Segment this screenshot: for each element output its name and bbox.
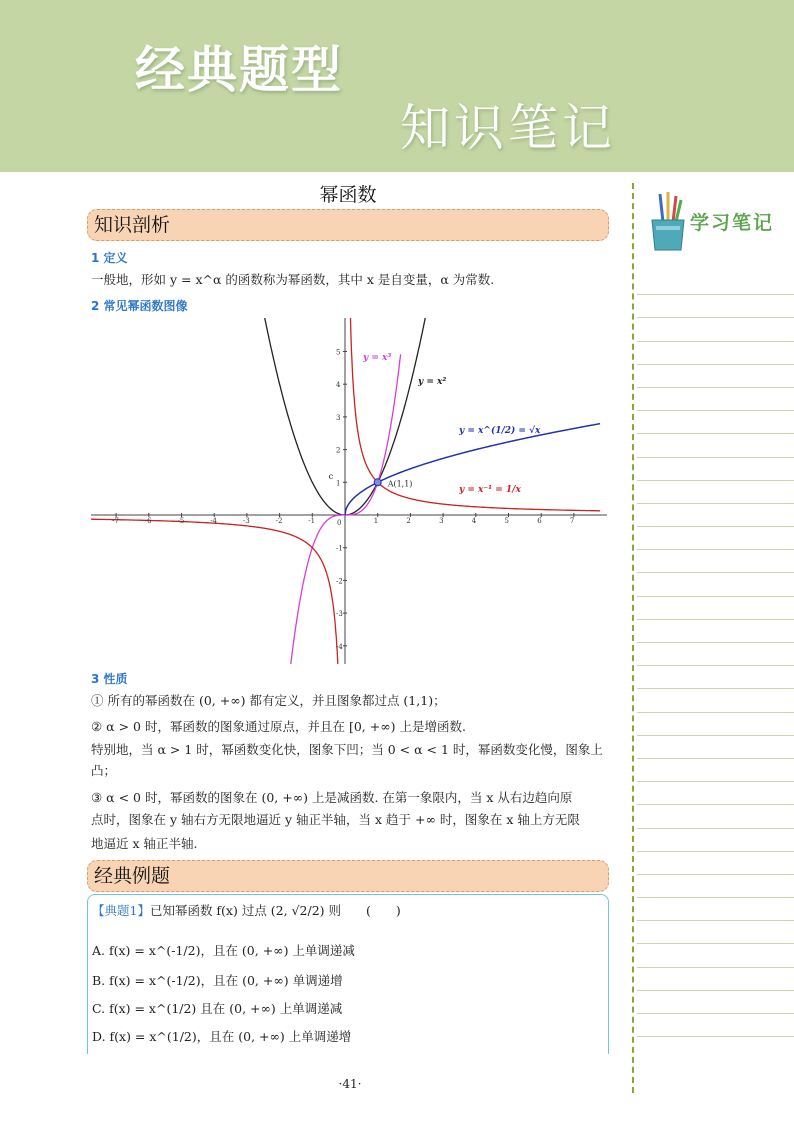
subheading-definition: 1 定义 xyxy=(91,251,128,265)
y-tick-label: 4 xyxy=(336,381,341,390)
y-tick-label: -4 xyxy=(336,642,343,651)
notes-line xyxy=(637,991,794,1014)
notes-line xyxy=(637,829,794,852)
notes-line xyxy=(637,550,794,573)
option-d: D. f(x) = x^(1/2)，且在 (0, +∞) 上单调递增 xyxy=(92,1029,352,1044)
x-tick-label: 4 xyxy=(471,517,477,525)
property-2: ② α > 0 时，幂函数的图象通过原点，并且在 [0, +∞) 上是增函数. xyxy=(91,719,466,734)
notes-label: 学习笔记 xyxy=(690,212,775,234)
notes-line xyxy=(637,1014,794,1037)
label-square: y = x² xyxy=(418,377,447,387)
definition-text: 一般地，形如 y = x^α 的函数称为幂函数，其中 x 是自变量，α 为常数. xyxy=(91,272,495,287)
property-2-note-b: 凸； xyxy=(91,763,117,778)
notes-line xyxy=(637,689,794,712)
notes-line xyxy=(637,504,794,527)
x-tick-label: 7 xyxy=(569,517,575,525)
notes-line xyxy=(637,968,794,991)
notes-line xyxy=(637,342,794,365)
y-tick-label: -1 xyxy=(336,544,343,553)
notes-line xyxy=(637,458,794,481)
notes-line xyxy=(637,434,794,457)
property-3-line-1: ③ α < 0 时，幂函数的图象在 (0, +∞) 上是减函数. 在第一象限内，当 x 从右边趋向原 xyxy=(91,790,573,805)
x-tick-label: -3 xyxy=(242,517,250,525)
notes-line xyxy=(637,852,794,875)
notes-line xyxy=(637,365,794,388)
page-title: 幂函数 xyxy=(319,184,377,206)
header-title-1: 经典题型 xyxy=(135,41,343,99)
notes-line xyxy=(637,272,794,295)
notes-line xyxy=(637,318,794,341)
x-tick-label: -6 xyxy=(144,517,152,525)
header-banner xyxy=(0,0,794,172)
y-tick-label: 5 xyxy=(336,348,341,357)
point-a-label: A(1,1) xyxy=(387,479,413,489)
y-tick-label: -2 xyxy=(336,577,343,586)
section-examples: 经典例题 xyxy=(87,860,609,892)
label-recip: y = x⁻¹ = 1/x xyxy=(459,485,521,495)
example-box xyxy=(87,894,609,1054)
notes-line xyxy=(637,782,794,805)
y-tick-label: -3 xyxy=(336,610,343,619)
example-question-text: 已知幂函数 f(x) 过点 (2, √2/2) 则 ( ) xyxy=(149,903,401,918)
notes-line xyxy=(637,875,794,898)
notes-lines xyxy=(637,272,794,1037)
x-tick-label: 1 xyxy=(373,517,379,525)
notes-line xyxy=(637,805,794,828)
y-tick-label: 3 xyxy=(336,413,341,422)
option-a: A. f(x) = x^(-1/2)，且在 (0, +∞) 上单调递减 xyxy=(92,943,355,958)
label-c: c xyxy=(328,472,334,482)
x-tick-label: 2 xyxy=(406,517,411,525)
property-3-line-2: 点时，图象在 y 轴右方无限地逼近 y 轴正半轴，当 x 趋于 +∞ 时，图象在 x 轴上方无限 xyxy=(91,812,580,827)
header-title-2: 知识笔记 xyxy=(400,99,616,157)
x-tick-label: 0 xyxy=(337,519,342,527)
notes-line xyxy=(637,481,794,504)
notes-line xyxy=(637,527,794,550)
property-2-note-a: 特别地，当 α > 1 时，幂函数变化快，图象下凹；当 0 < α < 1 时，幂函数变化慢，图象上 xyxy=(91,742,603,757)
option-b: B. f(x) = x^(-1/2)，且在 (0, +∞) 单调递增 xyxy=(92,973,343,988)
notes-line xyxy=(637,666,794,689)
point-a xyxy=(374,479,381,486)
page-number: ·41· xyxy=(338,1077,362,1091)
x-tick-label: -5 xyxy=(177,517,185,525)
notes-line xyxy=(637,388,794,411)
option-c: C. f(x) = x^(1/2) 且在 (0, +∞) 上单调递减 xyxy=(92,1001,343,1016)
notes-line xyxy=(637,921,794,944)
notes-line xyxy=(637,898,794,921)
notes-header xyxy=(648,192,788,252)
section-knowledge: 知识剖析 xyxy=(87,209,609,241)
notes-line xyxy=(637,620,794,643)
notes-divider xyxy=(632,183,634,1093)
notes-line xyxy=(637,944,794,967)
notes-line xyxy=(637,411,794,434)
pencil-cup-icon xyxy=(648,192,688,252)
y-tick-label: 2 xyxy=(336,446,341,455)
x-tick-label: 3 xyxy=(439,517,444,525)
y-tick-label: 1 xyxy=(336,479,341,488)
x-tick-label: -4 xyxy=(210,517,218,525)
notes-line xyxy=(637,759,794,782)
example-question xyxy=(92,901,401,919)
x-tick-label: -1 xyxy=(308,517,316,525)
power-functions-graph xyxy=(91,318,607,664)
label-cube: y = x³ xyxy=(363,353,392,363)
notes-line xyxy=(637,295,794,318)
notes-line xyxy=(637,573,794,596)
subheading-graphs: 2 常见幂函数图像 xyxy=(91,299,188,313)
x-tick-label: 6 xyxy=(537,517,542,525)
subheading-properties: 3 性质 xyxy=(91,672,128,686)
x-tick-label: -7 xyxy=(112,517,119,525)
x-tick-label: -2 xyxy=(275,517,283,525)
x-tick-label: 5 xyxy=(504,517,509,525)
notes-line xyxy=(637,597,794,620)
notes-line xyxy=(637,713,794,736)
property-3-line-3: 地逼近 x 轴正半轴. xyxy=(91,836,198,851)
notes-line xyxy=(637,643,794,666)
label-sqrt: y = x^(1/2) = √x xyxy=(459,426,541,436)
property-1: ① 所有的幂函数在 (0, +∞) 都有定义，并且图象都过点 (1,1)； xyxy=(91,693,446,708)
notes-line xyxy=(637,736,794,759)
example-tag: 【典题1】 xyxy=(92,903,150,918)
